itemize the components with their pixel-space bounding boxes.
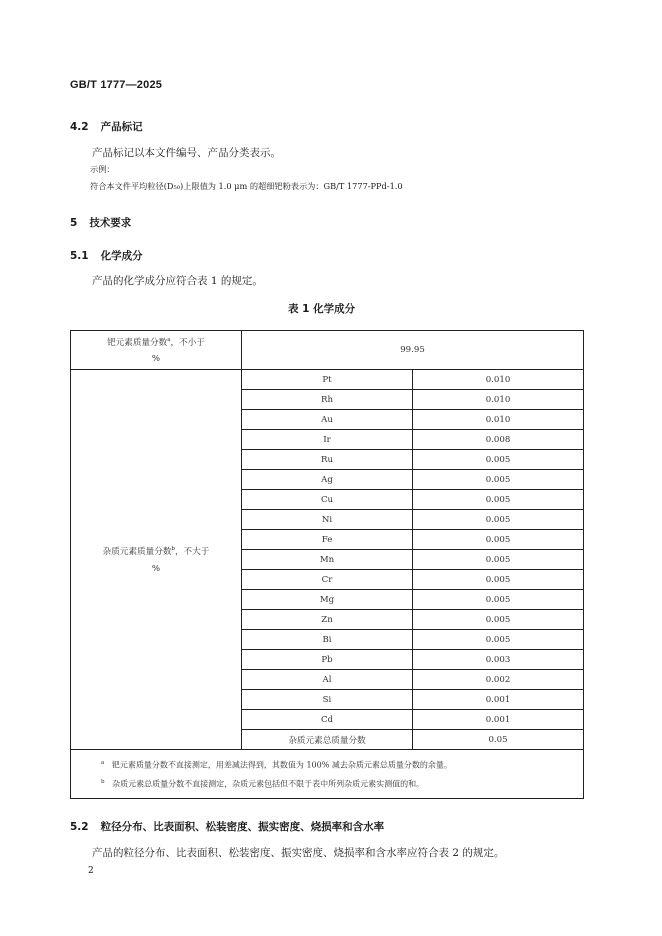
section-heading-4-2 [70, 119, 143, 134]
value-cell: 0.005 [413, 590, 584, 610]
footnote-marker: a [101, 760, 105, 766]
element-cell: 杂质元素总质量分数 [242, 730, 413, 750]
section-heading-5-2 [70, 819, 384, 834]
impurity-label-suffix: ，不大于 [174, 546, 210, 557]
element-cell: Pb [242, 650, 413, 670]
value-cell: 0.005 [413, 570, 584, 590]
section-number: 5 [70, 217, 78, 229]
value-cell: 0.005 [413, 550, 584, 570]
pd-label-cell [71, 331, 242, 370]
value-cell: 0.05 [413, 730, 584, 750]
chemical-composition-table [70, 330, 584, 799]
element-cell: Pt [242, 370, 413, 390]
element-cell: Rh [242, 390, 413, 410]
section-title: 产品标记 [100, 121, 143, 133]
unit: % [151, 563, 161, 574]
element-cell: Zn [242, 610, 413, 630]
value-cell: 0.005 [413, 510, 584, 530]
value-cell: 0.005 [413, 450, 584, 470]
section-number: 5.2 [70, 821, 89, 833]
footnote-marker: b [171, 546, 175, 553]
element-cell: Ir [242, 430, 413, 450]
element-cell: Cd [242, 710, 413, 730]
value-cell: 0.005 [413, 470, 584, 490]
value-cell: 0.010 [413, 410, 584, 430]
section-number: 5.1 [70, 250, 89, 262]
footnote-marker: b [101, 778, 105, 785]
example-text: 符合本文件平均粒径(D₅₀)上限值为 1.0 μm 的超细钯粉表示为：GB/T 1777-PPd-1.0 [90, 181, 403, 191]
paragraph: 产品的粒径分布、比表面积、松装密度、振实密度、烧损率和含水率应符合表 2 的规定。 [92, 847, 505, 859]
footnote-marker: a [167, 336, 171, 343]
pd-label-suffix: ，不小于 [170, 337, 205, 348]
value-cell: 0.001 [413, 690, 584, 710]
section-heading-5 [70, 215, 131, 230]
element-cell: Mg [242, 590, 413, 610]
impurity-label: 杂质元素质量分数 [102, 546, 172, 557]
page-number: 2 [88, 866, 94, 876]
value-cell: 0.008 [413, 430, 584, 450]
pd-label: 钯元素质量分数 [107, 337, 168, 348]
section-title: 化学成分 [100, 250, 143, 262]
note-b-text: 杂质元素总质量分数不直接测定，杂质元素包括但不限于表中所列杂质元素实测值的和。 [112, 779, 425, 789]
value-cell: 0.003 [413, 650, 584, 670]
element-cell: Al [242, 670, 413, 690]
table-notes-row [71, 750, 584, 799]
value-cell: 0.005 [413, 630, 584, 650]
element-cell: Si [242, 690, 413, 710]
value-cell: 0.005 [413, 490, 584, 510]
element-cell: Cr [242, 570, 413, 590]
note-a-text: 钯元素质量分数不直接测定，用差减法得到，其数值为 100% 减去杂质元素总质量分数的余量。 [111, 760, 452, 770]
paragraph: 产品的化学成分应符合表 1 的规定。 [92, 275, 263, 287]
note-a [101, 755, 583, 774]
element-cell: Ag [242, 470, 413, 490]
value-cell: 0.001 [413, 710, 584, 730]
table-row [71, 370, 584, 390]
element-cell: Mn [242, 550, 413, 570]
table-caption: 表 1 化学成分 [288, 303, 356, 315]
paragraph: 产品标记以本文件编号、产品分类表示。 [92, 147, 281, 159]
impurity-label-cell [71, 370, 242, 750]
section-title: 技术要求 [89, 217, 132, 229]
pd-value-cell: 99.95 [242, 331, 584, 370]
note-b [101, 774, 583, 793]
value-cell: 0.010 [413, 370, 584, 390]
example-label: 示例： [90, 164, 115, 174]
value-cell: 0.005 [413, 530, 584, 550]
value-cell: 0.002 [413, 670, 584, 690]
element-cell: Ru [242, 450, 413, 470]
value-cell: 0.005 [413, 610, 584, 630]
section-heading-5-1 [70, 248, 143, 263]
value-cell: 0.010 [413, 390, 584, 410]
element-cell: Ni [242, 510, 413, 530]
element-cell: Cu [242, 490, 413, 510]
table-notes [71, 750, 584, 799]
element-cell: Bi [242, 630, 413, 650]
standard-number: GB/T 1777—2025 [70, 79, 163, 91]
element-cell: Fe [242, 530, 413, 550]
element-cell: Au [242, 410, 413, 430]
section-number: 4.2 [70, 121, 89, 133]
section-title: 粒径分布、比表面积、松装密度、振实密度、烧损率和含水率 [100, 821, 385, 833]
unit: % [151, 354, 161, 365]
table-row [71, 331, 584, 370]
